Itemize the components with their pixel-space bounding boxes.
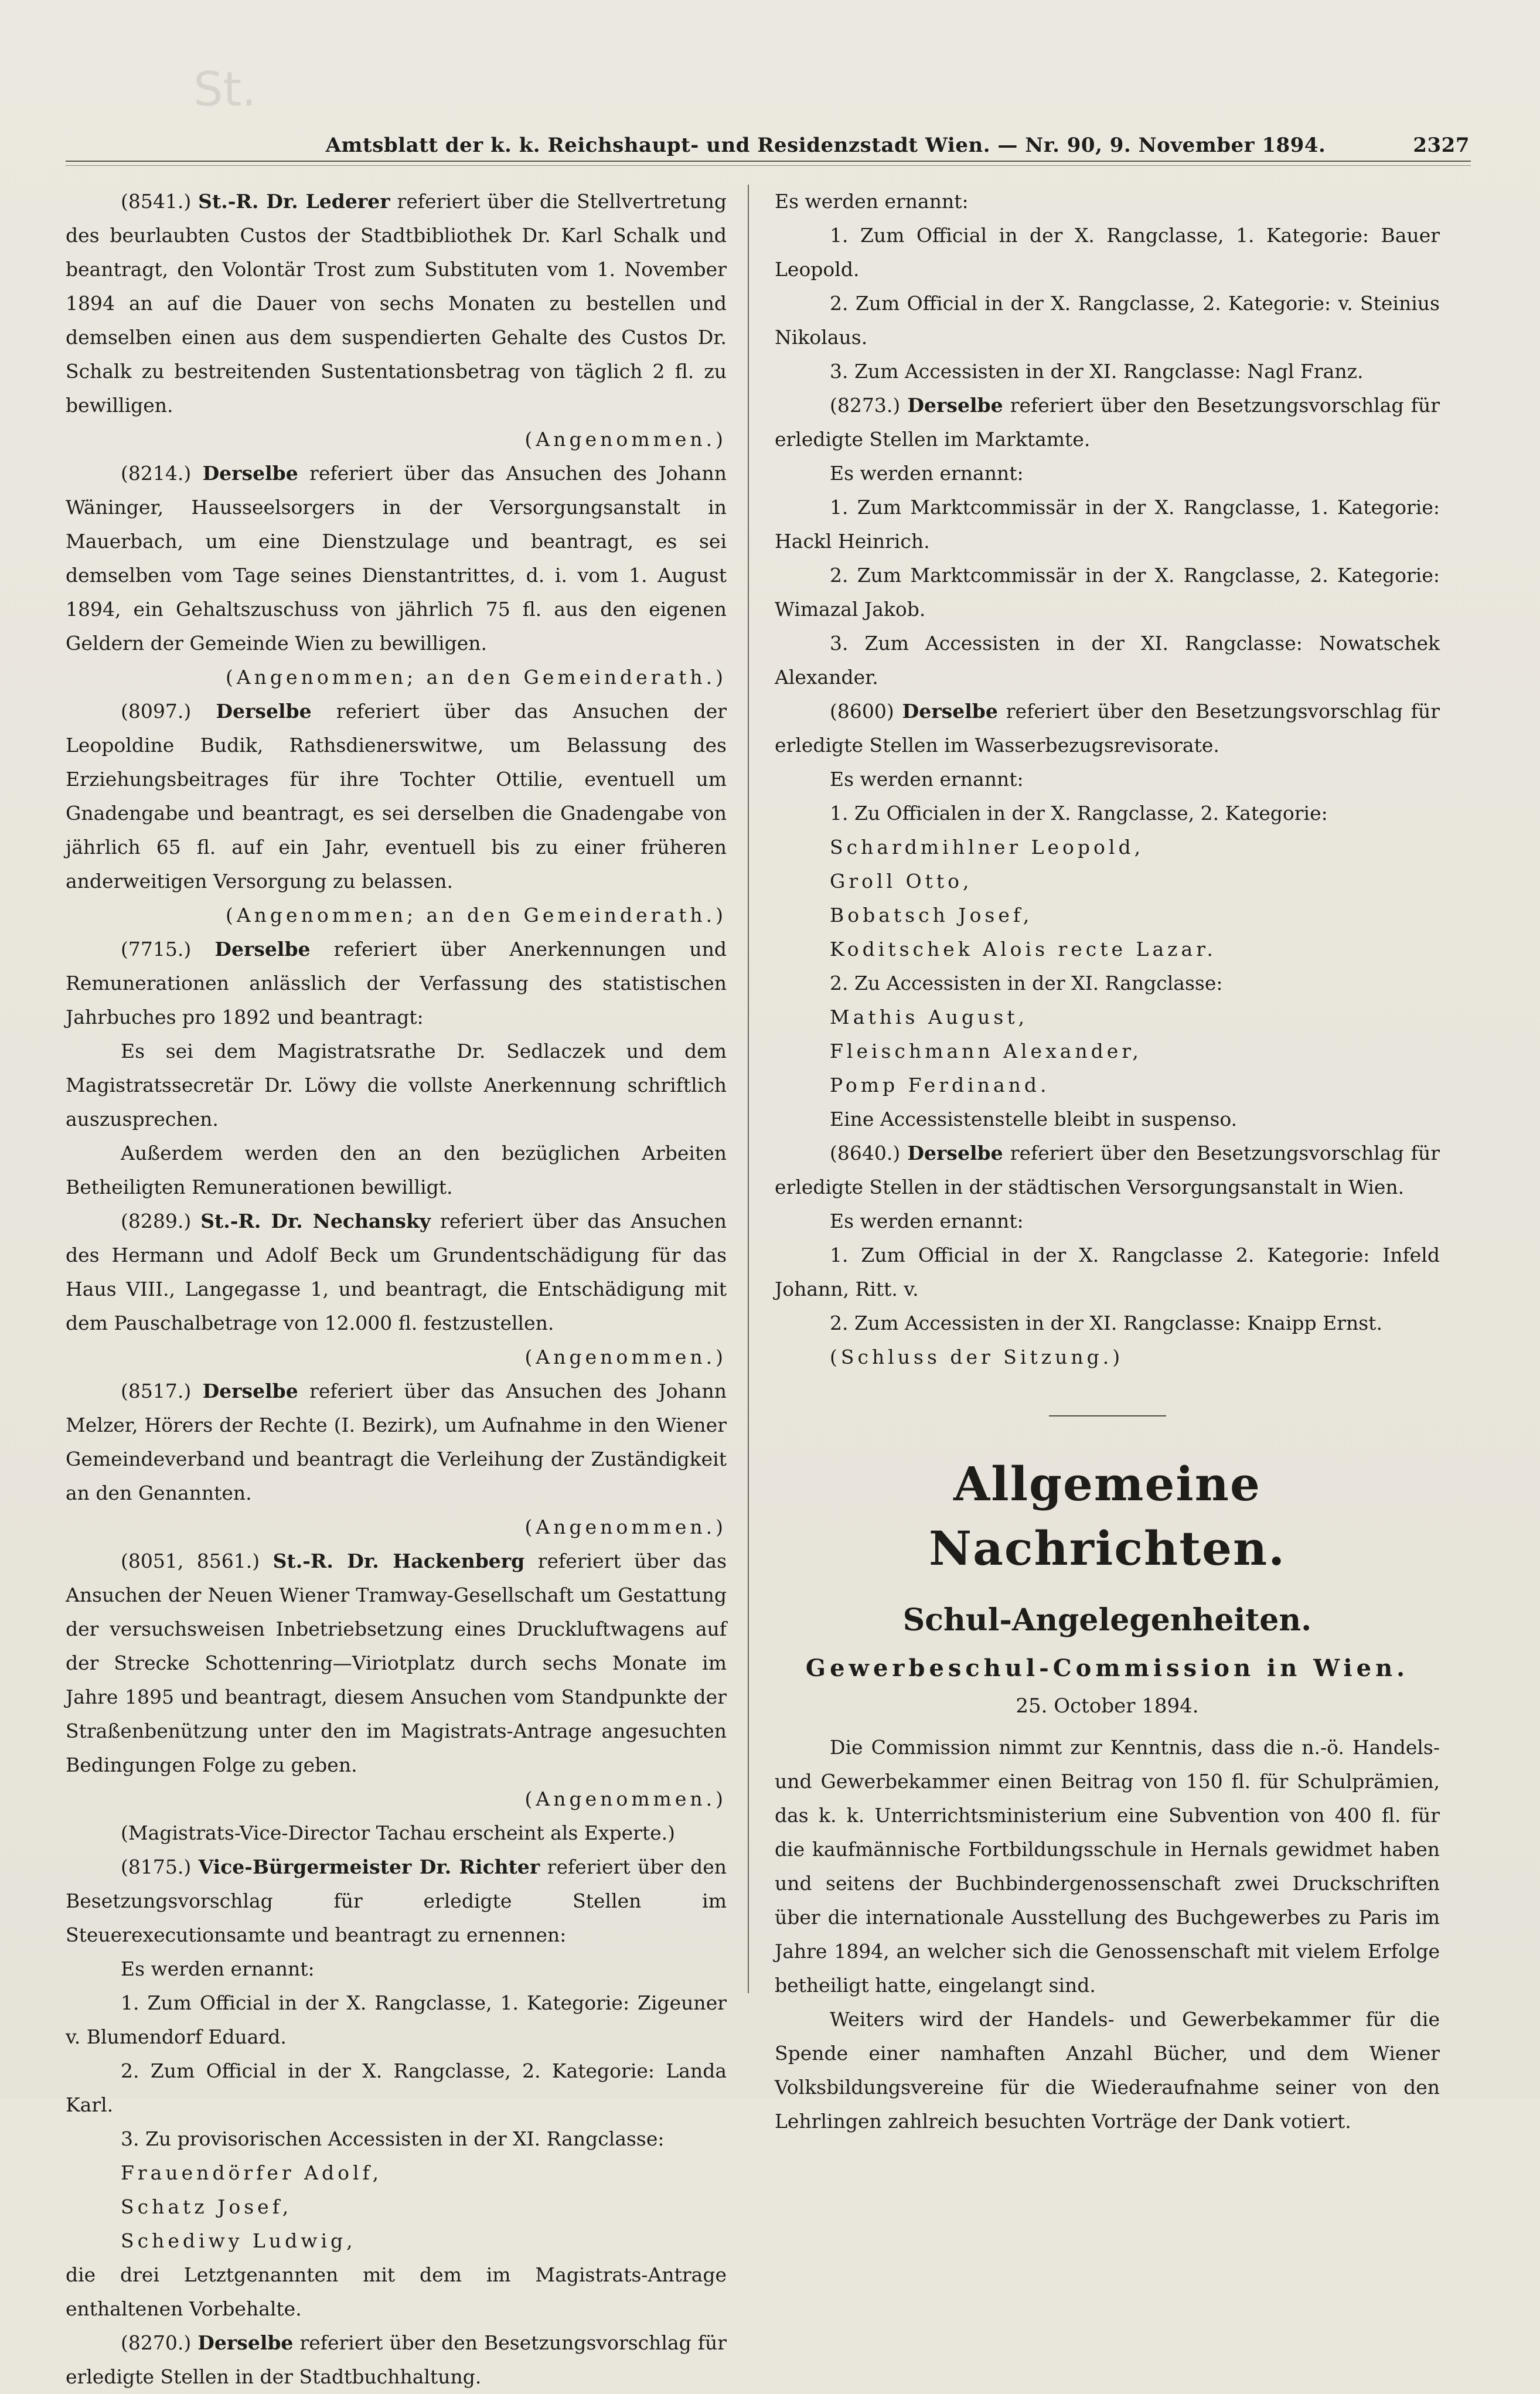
- header-title: Amtsblatt der k. k. Reichshaupt- und Residenzstadt Wien. — Nr. 90, 9. November 1894.: [325, 134, 1326, 157]
- appointment-item: 2. Zum Marktcommissär in der X. Rangclasse, 2. Kategorie: Wimazal Jakob.: [775, 564, 1440, 621]
- subsubsection-title: Gewerbeschul-Commission in Wien.: [805, 1654, 1409, 1682]
- appointment-intro: Es werden ernannt:: [830, 768, 1024, 791]
- entry-8517: [66, 1374, 727, 1510]
- entry-result: (Angenommen; an den Gemeinderath.): [225, 904, 727, 927]
- appointee-name: Fleischmann Alexander,: [830, 1040, 1142, 1063]
- appointee-name: Frauendörfer Adolf,: [121, 2161, 383, 2184]
- appointee-name: Schediwy Ludwig,: [121, 2229, 356, 2252]
- entry-text: die drei Letztgenannten mit dem im Magistrats-Antrage enthaltenen Vorbehalte.: [66, 2263, 727, 2320]
- appointment-item: 2. Zum Official in der X. Rangclasse, 2. Kategorie: Landa Karl.: [66, 2059, 727, 2116]
- speaker-name: Derselbe: [907, 394, 1003, 417]
- speaker-name: Derselbe: [202, 1380, 298, 1402]
- news-date: 25. October 1894.: [1016, 1694, 1199, 1718]
- entry-text: Außerdem werden den an den bezüglichen Arbeiten Betheiligten Remunerationen bewilligt.: [66, 1142, 727, 1198]
- appointment-item: 1. Zum Official in der X. Rangclasse 2. Kategorie: Infeld Johann, Ritt. v.: [775, 1244, 1440, 1300]
- entry-note: (Magistrats-Vice-Director Tachau erscheint als Experte.): [121, 1821, 676, 1844]
- entry-text: referiert über den Besetzungsvorschlag für erledigte Stellen im Marktamte.: [775, 394, 1440, 451]
- entry-number: (8640.): [830, 1142, 901, 1164]
- entry-8600: [775, 694, 1440, 762]
- page-header: [70, 116, 1470, 157]
- entry-text: referiert über die Stellvertretung des beurlaubten Custos der Stadtbibliothek Dr. Karl Schalk und beantragt, den Volontär Trost zum Substituten vom 1. November 1894 an auf die Dauer von sechs Monaten zu bestellen und demselben einen aus dem suspendierten Gehalte des Custos Dr. Schalk zu bestreitenden Sustentationsbetrag von täglich 2 fl. zu bewilligen.: [66, 190, 727, 417]
- appointment-item: 3. Zum Accessisten in der XI. Rangclasse: Nowatschek Alexander.: [775, 632, 1440, 689]
- news-paragraph: Die Commission nimmt zur Kenntnis, dass die n.-ö. Handels- und Gewerbekammer einen Beitrag von 150 fl. für Schulprämien, das k. k. Unterrichtsministerium eine Subvention von 400 fl. für die kaufmännische Fortbildungsschule in Hernals gewidmet haben und seitens der Buchbindergenossenschaft zwei Druckschriften über die internationale Ausstellung des Buchgewerbes zu Paris im Jahre 1894, an welcher sich die Genossenschaft mit vielem Erfolge betheiligt hatte, eingelangt sind.: [775, 1736, 1440, 1997]
- entry-number: (8541.): [121, 190, 192, 213]
- appointee-name: Bobatsch Josef,: [830, 904, 1033, 927]
- entry-number: (8517.): [121, 1380, 192, 1402]
- entry-text: referiert über das Ansuchen des Hermann und Adolf Beck um Grundentschädigung für das Haus VIII., Langegasse 1, und beantragt, die Entschädigung mit dem Pauschalbetrage von 12.000 fl. festzustellen.: [66, 1210, 727, 1334]
- entry-8214: [66, 457, 727, 660]
- entry-text: referiert über das Ansuchen des Johann Melzer, Hörers der Rechte (I. Bezirk), um Aufnahme in den Wiener Gemeindeverband und beantragt die Verleihung der Zuständigkeit an den Genannten.: [66, 1380, 727, 1504]
- appointment-intro: Es werden ernannt:: [830, 462, 1024, 485]
- section-separator: [1049, 1415, 1166, 1416]
- entry-text: referiert über den Besetzungsvorschlag für erledigte Stellen im Steuerexecutionsamte und beantragt zu ernennen:: [66, 1855, 727, 1946]
- entry-number: (7715.): [121, 938, 192, 961]
- entry-text: referiert über das Ansuchen der Leopoldine Budik, Rathsdienerswitwe, um Belassung des Erziehungsbeitrages für ihre Tochter Ottilie, eventuell um Gnadengabe und beantragt, es sei derselben die Gnadengabe von jährlich 65 fl. auf ein Jahr, eventuell bis zu einer früheren anderweitigen Versorgung zu belassen.: [66, 700, 727, 893]
- speaker-name: St.-R. Dr. Lederer: [198, 190, 390, 213]
- entry-8270: [66, 2326, 727, 2394]
- entry-8175: [66, 1850, 727, 1952]
- entry-8051: [66, 1544, 727, 1782]
- speaker-name: St.-R. Dr. Nechansky: [200, 1210, 431, 1232]
- right-column: [748, 185, 1440, 2133]
- entry-text: referiert über den Besetzungsvorschlag für erledigte Stellen im Wasserbezugsrevisorate.: [775, 700, 1440, 757]
- speaker-name: Derselbe: [197, 2331, 294, 2354]
- entry-8541: [66, 185, 727, 423]
- entry-result: (Angenommen.): [524, 1516, 727, 1538]
- speaker-name: Derselbe: [214, 938, 311, 961]
- entry-text: referiert über Anerkennungen und Remunerationen anlässlich der Verfassung des statistischen Jahrbuches pro 1892 und beantragt:: [66, 938, 727, 1029]
- left-column: [66, 185, 748, 2388]
- appointment-item: 1. Zu Officialen in der X. Rangclasse, 2. Kategorie:: [830, 802, 1328, 825]
- appointee-name: Pomp Ferdinand.: [830, 1074, 1050, 1096]
- entry-text: referiert über den Besetzungsvorschlag für erledigte Stellen in der städtischen Versorgungsanstalt in Wien.: [775, 1142, 1440, 1198]
- appointment-item: 1. Zum Official in der X. Rangclasse, 1. Kategorie: Zigeuner v. Blumendorf Eduard.: [66, 1991, 727, 2048]
- entry-text: referiert über das Ansuchen der Neuen Wiener Tramway-Gesellschaft um Gestattung der versuchsweisen Inbetriebsetzung eines Druckluftwagens auf der Strecke Schottenring—Viriotplatz durch sechs Monate im Jahre 1895 und beantragt, diesem Ansuchen vom Standpunkte der Straßenbenützung unter den im Magistrats-Antrage angesuchten Bedingungen Folge zu geben.: [66, 1550, 727, 1776]
- appointment-intro: Es werden ernannt:: [121, 1957, 315, 1980]
- entry-result: (Angenommen; an den Gemeinderath.): [225, 666, 727, 689]
- speaker-name: St.-R. Dr. Hackenberg: [272, 1550, 525, 1572]
- pencil-mark: St.: [193, 62, 257, 117]
- appointee-name: Koditschek Alois recte Lazar.: [830, 938, 1217, 961]
- page-number: 2327: [1413, 134, 1470, 157]
- entry-number: (8051, 8561.): [121, 1550, 260, 1572]
- entry-8273: [775, 389, 1440, 457]
- entry-8640: [775, 1136, 1440, 1204]
- entry-number: (8270.): [121, 2331, 192, 2354]
- entry-7715: [66, 932, 727, 1034]
- entry-text: referiert über den Besetzungsvorschlag für erledigte Stellen in der Stadtbuchhaltung.: [66, 2331, 727, 2388]
- appointment-intro: Es werden ernannt:: [830, 1210, 1024, 1232]
- subsection-title: Schul-Angelegenheiten.: [902, 1602, 1312, 1638]
- appointment-intro: Es werden ernannt:: [775, 190, 969, 213]
- entry-result: (Angenommen.): [524, 1346, 727, 1368]
- section-title: Allgemeine Nachrichten.: [928, 1456, 1286, 1576]
- header-rule: [66, 161, 1471, 166]
- entry-number: (8289.): [121, 1210, 192, 1232]
- entry-number: (8273.): [830, 394, 901, 417]
- entry-8289: [66, 1204, 727, 1340]
- speaker-name: Derselbe: [907, 1142, 1003, 1164]
- appointment-item: 3. Zum Accessisten in der XI. Rangclasse: Nagl Franz.: [830, 360, 1364, 383]
- entry-text: Es sei dem Magistratsrathe Dr. Sedlaczek und dem Magistratssecretär Dr. Löwy die vollste Anerkennung schriftlich auszusprechen.: [66, 1040, 727, 1130]
- speaker-name: Derselbe: [902, 700, 998, 723]
- news-paragraph: Weiters wird der Handels- und Gewerbekammer für die Spende einer namhaften Anzahl Bücher, und dem Wiener Volksbildungsvereine für die Wiederaufnahme seiner von den Lehrlingen zahlreich besuchten Vorträge der Dank votiert.: [775, 2008, 1440, 2133]
- speaker-name: Derselbe: [202, 462, 298, 485]
- appointee-name: Schardmihlner Leopold,: [830, 836, 1144, 859]
- appointment-item: 2. Zum Accessisten in der XI. Rangclasse: Knaipp Ernst.: [830, 1312, 1382, 1334]
- speaker-name: Vice-Bürgermeister Dr. Richter: [198, 1855, 540, 1878]
- appointment-item: 2. Zum Official in der X. Rangclasse, 2. Kategorie: v. Steinius Nikolaus.: [775, 292, 1440, 349]
- session-end: (Schluss der Sitzung.): [830, 1346, 1124, 1368]
- entry-number: (8214.): [121, 462, 192, 485]
- appointee-name: Schatz Josef,: [121, 2195, 292, 2218]
- entry-text: referiert über das Ansuchen des Johann Wäninger, Hausseelsorgers in der Versorgungsanstalt in Mauerbach, um eine Dienstzulage und beantragt, es sei demselben vom Tage seines Dienstantrittes, d. i. vom 1. August 1894, ein Gehaltszuschuss von jährlich 75 fl. aus den eigenen Geldern der Gemeinde Wien zu bewilligen.: [66, 462, 727, 655]
- appointee-name: Groll Otto,: [830, 870, 973, 893]
- appointment-note: Eine Accessistenstelle bleibt in suspenso.: [830, 1108, 1238, 1130]
- appointment-item: 3. Zu provisorischen Accessisten in der XI. Rangclasse:: [121, 2127, 665, 2150]
- entry-result: (Angenommen.): [524, 1787, 727, 1810]
- entry-number: (8097.): [121, 700, 192, 723]
- speaker-name: Derselbe: [216, 700, 312, 723]
- appointment-item: 1. Zum Official in der X. Rangclasse, 1. Kategorie: Bauer Leopold.: [775, 224, 1440, 281]
- appointee-name: Mathis August,: [830, 1006, 1028, 1029]
- columns: [66, 185, 1471, 2388]
- entry-result: (Angenommen.): [524, 428, 727, 451]
- appointment-item: 2. Zu Accessisten in der XI. Rangclasse:: [830, 972, 1223, 995]
- entry-8097: [66, 694, 727, 898]
- entry-number: (8600): [830, 700, 894, 723]
- entry-number: (8175.): [121, 1855, 192, 1878]
- appointment-item: 1. Zum Marktcommissär in der X. Rangclasse, 1. Kategorie: Hackl Heinrich.: [775, 496, 1440, 553]
